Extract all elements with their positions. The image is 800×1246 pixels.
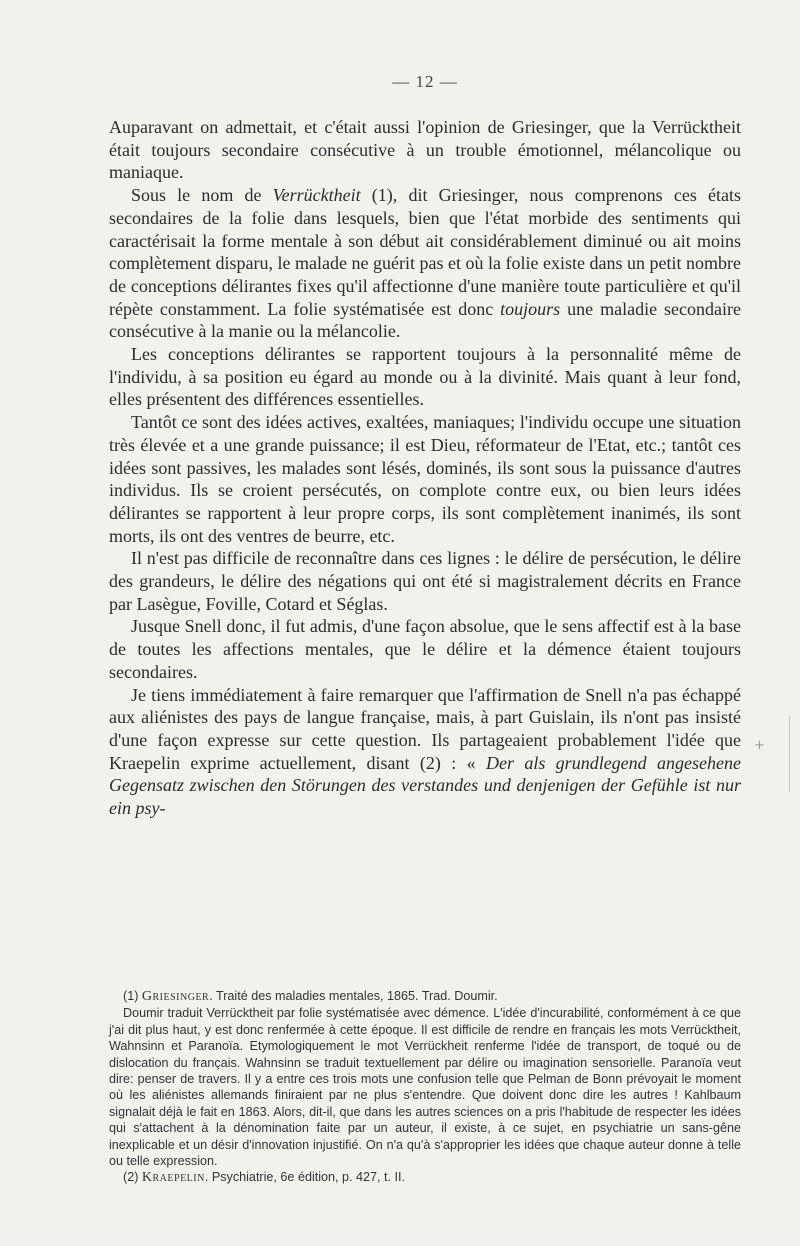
- paragraph-2-text-a: Sous le nom de: [131, 185, 273, 206]
- footnote-2: [109, 1169, 741, 1186]
- margin-rule: [789, 716, 790, 792]
- footnote-1-marker: (1): [123, 989, 142, 1003]
- book-page: [109, 0, 741, 1246]
- paragraph-1: Auparavant on admettait, et c'était aussi l'opinion de Griesinger, que la Verrücktheit était toujours secondaire consécutive à un trouble émotionnel, mélancolique ou maniaque.: [109, 117, 741, 183]
- paragraph-4: Tantôt ce sont des idées actives, exaltées, maniaques; l'individu occupe une situation très élevée et a une grande puissance; il est Dieu, réformateur de l'Etat, etc.; tantôt ces idées sont passives, les malades sont lésés, dominés, ils sont sous la puissance d'autres individus. Ils se croient persécutés, on complote contre eux, ou bien leurs idées délirantes se rapportent à leur propre corps, ils sont complètement inanimés, ils sont morts, ils ont des ventres de beurre, etc.: [109, 412, 741, 546]
- paragraph-2-italic-toujours: toujours: [500, 298, 561, 319]
- footnote-1-body: Doumir traduit Verrücktheit par folie systématisée avec démence. L'idée d'incurabilité, conformément à ce que j'ai dit plus haut, y est donc renfermée à cette époque. Il est difficile de rendre en français les mots Verrücktheit, Wahnsinn et Paranoïa. Etymologiquement le mot Verrückheit renferme l'idée de transport, de toqué ou de dislocation du français. Wahnsinn se traduit textuellement par délire ou imagination sensorielle. Paranoïa veut dire: penser de travers. Il y a entre ces trois mots une confusion telle que Pelman de Bonn prévoyait le moment où les aliénistes allemands finiraient par ne plus s'entendre. Que doivent donc dire les autres ! Kahlbaum signalait déjà le fait en 1863. Alors, dit-il, que dans les autres sciences on a pris l'habitude de respecter les idées qui s'attachent à la dénomination faite par un auteur, il existe, à ce sujet, en psychiatrie un sans-gêne inexplicable et un désir d'innovation injustifié. On n'a qu'à s'approprier les idées que chaque auteur donne à telle ou telle expression.: [109, 1006, 741, 1169]
- page-number: — 12 —: [392, 72, 458, 91]
- footnote-1-author: Griesinger: [141, 989, 210, 1004]
- footnotes: [109, 988, 741, 1187]
- paragraph-7-german-quote: Der als grundlegend angesehene Gegensatz zwischen den Störungen des verstandes und denjenigen der Gefühle ist nur ein psy-: [109, 752, 741, 819]
- footnote-2-marker: (2): [123, 1170, 142, 1185]
- paragraph-7: [109, 684, 741, 820]
- margin-plus-mark: +: [754, 738, 765, 753]
- footnote-2-citation: . Psychiatrie, 6e édition, p. 427, t. II.: [204, 1170, 406, 1185]
- footnote-1-heading: [109, 988, 741, 1005]
- paragraph-6: Jusque Snell donc, il fut admis, d'une façon absolue, que le sens affectif est à la base de toutes les affections mentales, que le délire et la démence étaient toujours secondaires.: [109, 616, 741, 682]
- paragraph-5: Il n'est pas difficile de reconnaître dans ces lignes : le délire de persécution, le délire des grandeurs, le délire des négations qui ont été si magistralement décrits en France par Lasègue, Foville, Cotard et Séglas.: [109, 548, 741, 614]
- paragraph-2-italic-term: Verrücktheit: [272, 185, 361, 206]
- paragraph-2-text-e: une maladie secondaire consécutive à la manie ou la mélancolie.: [109, 298, 741, 342]
- paragraph-3: Les conceptions délirantes se rapportent toujours à la personnalité même de l'individu, à sa position eu égard au monde ou à la divinité. Mais quant à leur fond, elles présentent des différences essentielles.: [109, 344, 741, 410]
- paragraph-2-text-c: (1), dit Griesinger, nous comprenons ces états secondaires de la folie dans lesquels, bien que l'état morbide des sentiments qui caractérisait la forme mentale à son début ait considérablement diminué ou ait moins complètement disparu, le malade ne guérit pas et où la folie existe dans un petit nombre de conceptions délirantes fixes qu'il affectionne d'une manière toute particulière et qu'il répète constamment. La folie systématisée est donc: [109, 185, 741, 319]
- main-text: [109, 116, 741, 820]
- footnote-2-author: Kraepelin: [141, 1170, 205, 1186]
- paragraph-7-text: Je tiens immédiatement à faire remarquer que l'affirmation de Snell n'a pas échappé aux aliénistes des pays de langue française, mais, à part Guislain, ils n'ont pas insisté d'une façon expresse sur cette question. Ils partageaient probablement l'idée que Kraepelin exprime actuellement, disant (2) : «: [109, 684, 741, 773]
- paragraph-2: [109, 184, 741, 343]
- footnote-1-citation: . Traité des maladies mentales, 1865. Trad. Doumir.: [209, 989, 498, 1003]
